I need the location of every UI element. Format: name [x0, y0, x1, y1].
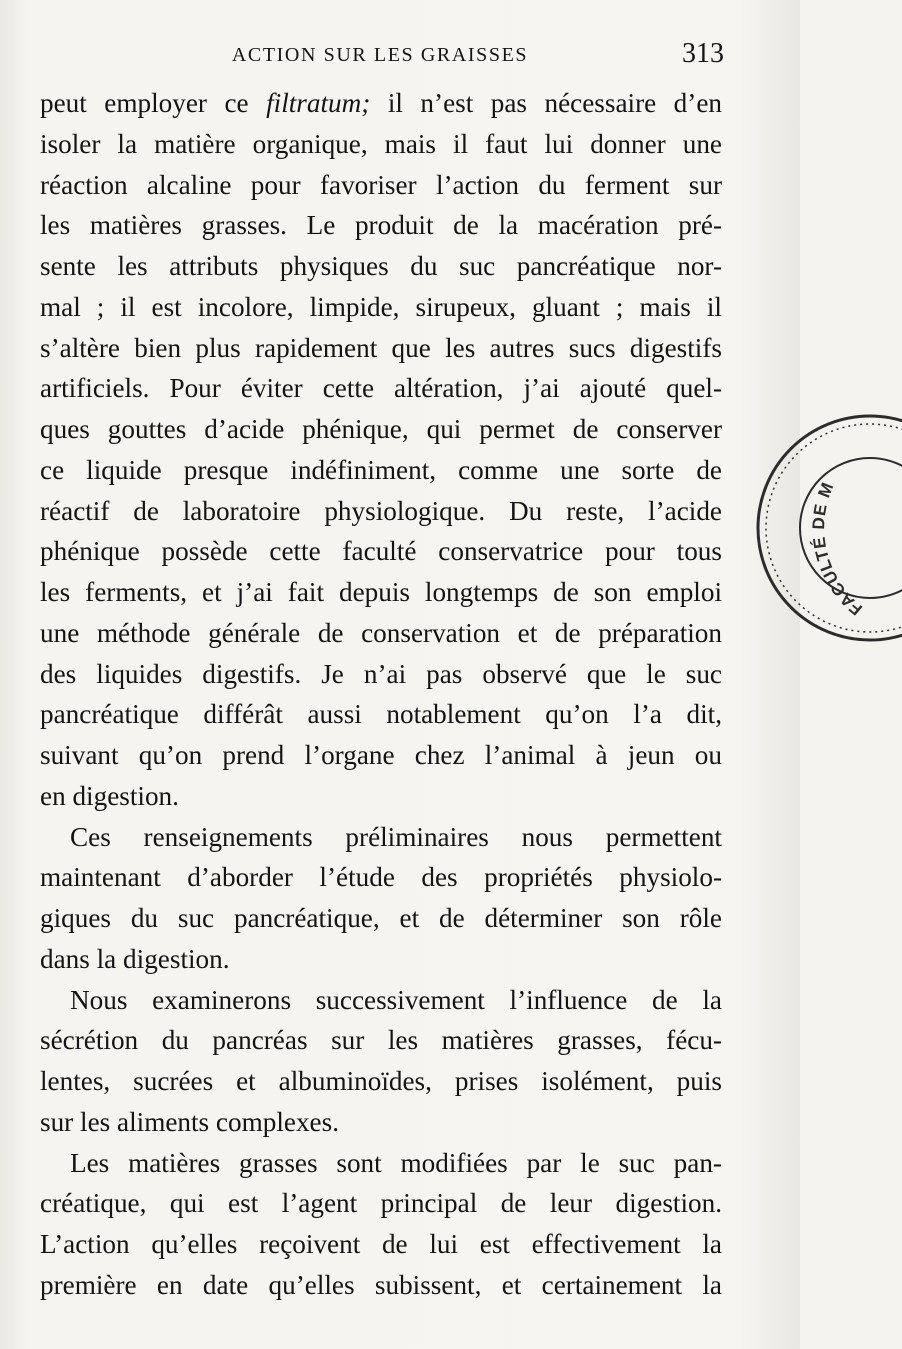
text-line: phénique possède cette faculté conservatrice pour tous [40, 536, 722, 567]
text-line: lentes, sucrées et albuminoïdes, prises isolément, puis [40, 1066, 722, 1096]
paragraph-end-line: sur les aliments complexes. [40, 1106, 339, 1137]
paragraph-end-line: en digestion. [40, 780, 179, 811]
text-line: des liquides digestifs. Je n’ai pas observé que le suc [40, 658, 722, 689]
paragraph-start-line: Nous examinerons successivement l’influence de la [70, 984, 722, 1015]
text-line: créatique, qui est l’agent principal de leur digestion. [40, 1188, 722, 1219]
text-line: giques du suc pancréatique, et de déterminer son rôle [40, 903, 722, 933]
text-line: isoler la matière organique, mais il faut lui donner une [40, 128, 722, 159]
text-line: s’altère bien plus rapidement que les autres sucs digestifs [40, 332, 722, 363]
text-line: réaction alcaline pour favoriser l’action du ferment sur [40, 169, 722, 200]
text-line-start: peut employer ce [40, 88, 267, 118]
running-title: ACTION SUR LES GRAISSES [231, 44, 529, 66]
stamp-text: FACULTÉ DE M [809, 479, 867, 619]
italic-term: filtratum; [266, 88, 371, 118]
text-line: suivant qu’on prend l’organe chez l’animal à jeun ou [40, 740, 722, 770]
text-line [40, 83, 722, 124]
text-line: première en date qu’elles subissent, et certainement la [40, 1269, 722, 1300]
svg-text:FACULTÉ DE M [809, 479, 866, 619]
text-line: artificiels. Pour éviter cette altération, j’ai ajouté quel- [40, 373, 722, 404]
text-line: pancréatique différât aussi notablement qu’on l’a dit, [40, 699, 722, 730]
text-line: ce liquide presque indéfiniment, comme une sorte de [40, 454, 722, 485]
text-line: L’action qu’elles reçoivent de lui est effectivement la [40, 1229, 722, 1259]
text-line: sente les attributs physiques du suc pancréatique nor- [40, 251, 722, 281]
text-line: maintenant d’aborder l’étude des propriétés physiolo- [40, 862, 722, 893]
library-stamp-icon [752, 408, 902, 648]
text-line: ques gouttes d’acide phénique, qui permet de conserver [40, 414, 722, 444]
page-header [36, 38, 724, 78]
text-line: les matières grasses. Le produit de la macération pré- [40, 210, 722, 241]
page-number: 313 [682, 38, 724, 69]
text-line: une méthode générale de conservation et de préparation [40, 617, 722, 648]
text-line: mal ; il est incolore, limpide, sirupeux, gluant ; mais il [40, 291, 722, 322]
text-line: réactif de laboratoire physiologique. Du reste, l’acide [40, 495, 722, 526]
paragraph-start-line: Ces renseignements préliminaires nous permettent [70, 821, 722, 852]
text-line: les ferments, et j’ai fait depuis longtemps de son emploi [40, 577, 722, 607]
text-line: sécrétion du pancréas sur les matières grasses, fécu- [40, 1025, 722, 1056]
body-text [40, 83, 722, 1306]
paragraph-end-line: dans la digestion. [40, 943, 230, 974]
text-line-end: il n’est pas nécessaire d’en [370, 88, 722, 118]
paragraph-start-line: Les matières grasses sont modifiées par le suc pan- [70, 1147, 722, 1178]
